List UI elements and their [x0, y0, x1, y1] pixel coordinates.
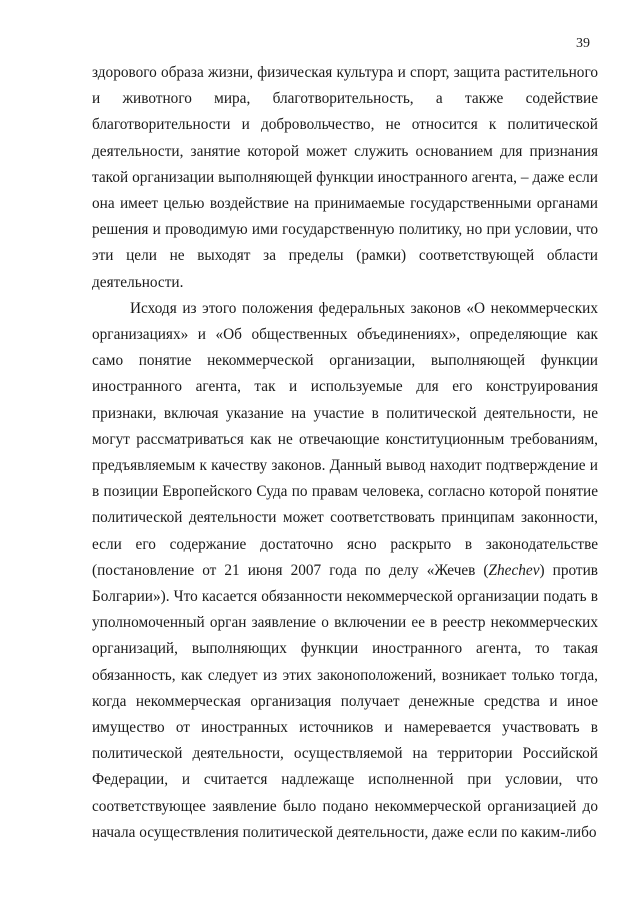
- case-name-italic: Zhechev: [488, 561, 540, 579]
- paragraph-2-text-end: ) против Болгарии»). Что касается обязанности некоммерческой организации подать в уполномоченный орган заявление о включении ее в реестр некоммерческих организаций, выполняющих функции иностранного агента, то такая обязанность, как следует из этих законоположений, возникает только тогда, когда некоммерческая организация получает денежные средства и иное имущество от иностранных источников и намеревается участвовать в политической деятельности, осуществляемой на территории Российской Федерации, и считается надлежаще исполненной при условии, что соответствующее заявление было подано некоммерческой организацией до начала осуществления политической деятельности, даже если по каким-либо: [92, 561, 599, 841]
- paragraph-2: [92, 296, 598, 846]
- paragraph-2-text-start: Исходя из этого положения федеральных законов «О некоммерческих организациях» и «Об общественных объединениях», определяющие как само понятие некоммерческой организации, выполняющей функции иностранного агента, так и используемые для его конструирования признаки, включая указание на участие в политической деятельности, не могут рассматриваться как не отвечающие конституционным требованиям, предъявляемым к качеству законов. Данный вывод находит подтверждение и в позиции Европейского Суда по правам человека, согласно которой понятие политической деятельности может соответствовать принципам законности, если его содержание достаточно ясно раскрыто в законодательстве (постановление от 21 июня 2007 года по делу «Жечев (: [92, 299, 598, 579]
- body-text: [92, 60, 598, 846]
- page-number: 39: [576, 36, 590, 51]
- paragraph-1: здорового образа жизни, физическая культура и спорт, защита растительного и животного мира, благотворительность, а также содействие благотворительности и добровольчество, не относится к политической деятельности, занятие которой может служить основанием для признания такой организации выполняющей функции иностранного агента, – даже если она имеет целью воздействие на принимаемые государственными органами решения и проводимую ими государственную политику, но при условии, что эти цели не выходят за пределы (рамки) соответствующей области деятельности.: [92, 64, 598, 291]
